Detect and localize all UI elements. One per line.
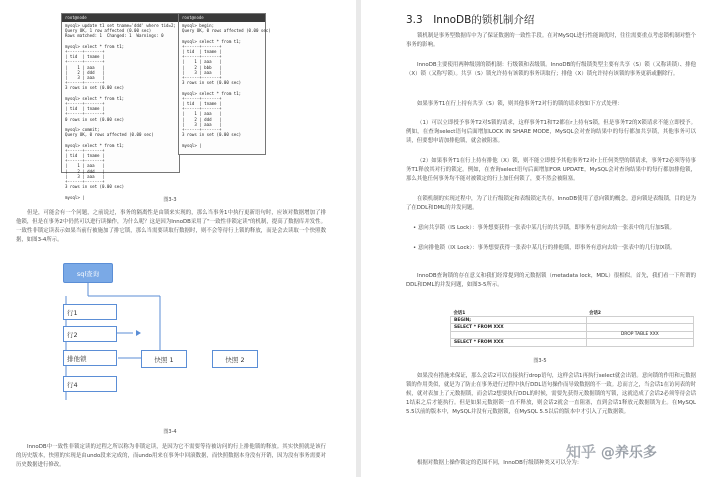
paragraph: 锁机制是事务型数据库中为了保证数据的一致性手段。在对MySQL进行性能调优时，往往需要重点考虑锁机制对整个事务的影响。 bbox=[406, 33, 696, 48]
paragraph: 根据对数据上操作锁定的范围不同，InnoDB行级锁种类又可以分为： bbox=[417, 460, 583, 466]
bullet-text: 意向共享锁（IS Lock）：事务想要获得一张表中某几行的共享锁，即事务有意向去给一张表中的几行加S锁。 bbox=[417, 225, 675, 231]
table-cell bbox=[586, 317, 693, 324]
paragraph: 如果事务T1在行上持有共享（S）锁，则其他事务T2对行的锁的请求按如下方式处理： bbox=[417, 101, 623, 107]
figure-caption: 图3-4 bbox=[163, 429, 177, 435]
paragraph: 在锁机制的实现过程中，为了让行级锁定和表级锁定共存，InnoDB使用了意向锁的概念。意向锁是表级锁，目的是为了在DDL和DML的并发问题。 bbox=[406, 196, 696, 211]
terminal-output: mysql> update t1 set tname='ddd' where tid=2; Query OK, 1 row affected (0.00 sec) Rows matched: 1 Changed: 1 Warnings: 0 mysql> select * from t1; +------+-------+ | tid | tname | +------+-------+ | 1 | aaa | | 2 | ddd | | 3 | aaa | +------+-------+ 3 rows in set (0.00 sec) mysql> select * from t1; +------+-------+ | tid | tname | +------+-------+ 0 rows in set (0.00 sec) mysql> commit; Query OK, 0 rows affected (0.00 sec) mysql> select * from t1; +------+-------+ | tid | tname | +------+-------+ | 1 | aaa | | 2 | ddd | | 3 | aaa | +------+-------+ 3 rows in set (0.00 sec) mysql> | bbox=[65, 23, 176, 200]
paragraph: （1）可以立即授予事务T2对S锁的请求，这样事务T1和T2都在r上持有S锁，但是事务T2的X锁请求不能立即授予。例如，在查询select语句后面增加LOCK IN SHARE MODE，MySQL会对查询结果中的每行都加共享锁，其他事务可以读，但要想申请加排他锁，就会被阻塞。 bbox=[406, 120, 696, 144]
table-header-cell: 会话2 bbox=[589, 310, 601, 316]
table-header-cell: 会话1 bbox=[453, 310, 466, 316]
table-cell: BEGIN; bbox=[451, 317, 587, 324]
figure-caption: 图3-5 bbox=[533, 358, 547, 364]
snapshot-1-box: 快照 1 bbox=[141, 350, 187, 368]
left-page bbox=[0, 0, 355, 477]
table-cell bbox=[586, 339, 693, 346]
paragraph: 但是，可能会有一个问题，之前说过，事务的隔离性是由锁来实现的，那么当事务1中执行更新语句时，应该对数据增加了排他锁，但是在事务2中仍然可以进行读操作，为什么呢？这是因为InnoDB采用了"一致性非锁定读"的机制，提高了数据库并发性。一致性非锁定读表示如果当前行被施加了排它锁，那么当需要读取行数据时，则不会等待行上锁的释放，而是会去读取一个快照数据，如图3-4所示。 bbox=[16, 210, 326, 243]
paragraph: （2）如果事务T1在行上持有排他（X）锁，则不能立即授予其他事务T2对r上任何类型的锁请求，事务T2必须等待事务T1释放其对行的锁定。例如，在查询select语句后面增加FOR UPDATE，MySQL会对查询结果中的每行都加排他锁，那么其他任何事务均不能对被锁定的行上加任何锁了，要不然会被阻塞。 bbox=[406, 158, 696, 182]
row-1-box: 行1 bbox=[63, 304, 117, 320]
table-cell: SELECT * FROM XXX bbox=[451, 339, 587, 346]
bullet-item: • 意向排他锁（IX Lock）：事务想要获得一张表中某几行的排他锁，即事务有意向去给一张表中的几行加X锁。 bbox=[413, 245, 676, 251]
table-row bbox=[451, 331, 694, 338]
terminal-title: root@node bbox=[179, 14, 265, 22]
sql-query-box: sql查询 bbox=[63, 263, 113, 283]
table-cell: DROP TABLE XXX bbox=[586, 331, 693, 338]
bullet-item: • 意向共享锁（IS Lock）：事务想要获得一张表中某几行的共享锁，即事务有意向去给一张表中的几行加S锁。 bbox=[413, 225, 675, 231]
table-cell: SELECT * FROM XXX bbox=[451, 324, 587, 331]
exclusive-lock-box: 排他锁 bbox=[63, 350, 117, 366]
table-row bbox=[451, 317, 694, 324]
row-2-box: 行2 bbox=[63, 326, 117, 342]
page-gutter bbox=[356, 0, 361, 477]
watermark-brand: 知乎 bbox=[566, 443, 597, 461]
paragraph: InnoDB主要使用两种级别的锁机制：行级锁和表级锁。InnoDB的行级锁类型主要有共享（S）锁（又称读锁）、排他（X）锁（又称写锁）。共享（S）锁允许持有该锁的事务读取行；排他（X）锁允许持有该锁的事务更新或删除行。 bbox=[406, 62, 696, 77]
table-row bbox=[451, 339, 694, 346]
terminal-output: mysql> begin; Query OK, 0 rows affected (0.00 sec) mysql> select * from t1; +------+-------+ | tid | tname | +------+-------+ | 1 | aaa | | 2 | bbb | | 3 | aaa | +------+-------+ 3 rows in set (0.00 sec) mysql> select * from t1; +------+-------+ | tid | tname | +------+-------+ | 1 | aaa | | 2 | ddd | | 3 | aaa | +------+-------+ 3 rows in set (0.00 sec) mysql> | bbox=[182, 23, 271, 148]
bullet-text: 意向排他锁（IX Lock）：事务想要获得一张表中某几行的排他锁，即事务有意向去给一张表中的几行加X锁。 bbox=[417, 245, 676, 251]
lock-diagram-arrows bbox=[0, 0, 355, 477]
table-row bbox=[451, 324, 694, 331]
section-heading: 3.3 InnoDB的锁机制介绍 bbox=[406, 14, 535, 26]
paragraph: InnoDB查询锁的存在意义和我们经常提到的元数据锁（metadata lock，MDL）很相似。首先，我们看一下所谓的DDL和DML的并发问题，如图3-5所示。 bbox=[406, 273, 696, 288]
figure-caption: 图3-3 bbox=[163, 197, 177, 203]
ddl-dml-table bbox=[450, 309, 694, 347]
table-header-row bbox=[451, 309, 694, 317]
paragraph: 如果没有措施来保证，那么会话2可以直接执行drop语句，这样会话1再执行select就会出错。意向锁的作用和元数据锁的作用类似，就是为了防止在事务进行过程中执行DDL语句操作而导致数据的不一致。总而言之，当会话1在访问表的时候，就对表加上了元数据锁，而会话2想要执行DDL的时候，需要先获得元数据锁的写锁，这就造成了会话2必须等待会话1结束之后才能执行。但是如果元数据锁一直不释放，则会话2就会一直阻塞，直到会话1释放元数据锁为止。在MySQL 5.5以前的版本中，MySQL并没有元数据锁，在MySQL 5.5以后的版本中才引入了元数据锁。 bbox=[406, 373, 696, 415]
table-cell bbox=[586, 324, 693, 331]
terminal-title: root@node bbox=[62, 14, 179, 22]
snapshot-2-box: 快照 2 bbox=[212, 350, 258, 368]
row-4-box: 行4 bbox=[63, 376, 117, 392]
watermark-author: @养乐多 bbox=[600, 445, 657, 461]
table-cell bbox=[451, 331, 587, 338]
watermark bbox=[566, 441, 657, 462]
paragraph: InnoDB中一致性非锁定读的过程之所以称为非锁定读，是因为它不需要等待被访问的行上排他锁的释放。其实快照就是该行的历史版本，快照的实现是由undo段来完成的，而undo用来在事务中回滚数据，而快照数据本身没有开销，因为没有事务需要对历史数据进行修改。 bbox=[16, 444, 326, 468]
